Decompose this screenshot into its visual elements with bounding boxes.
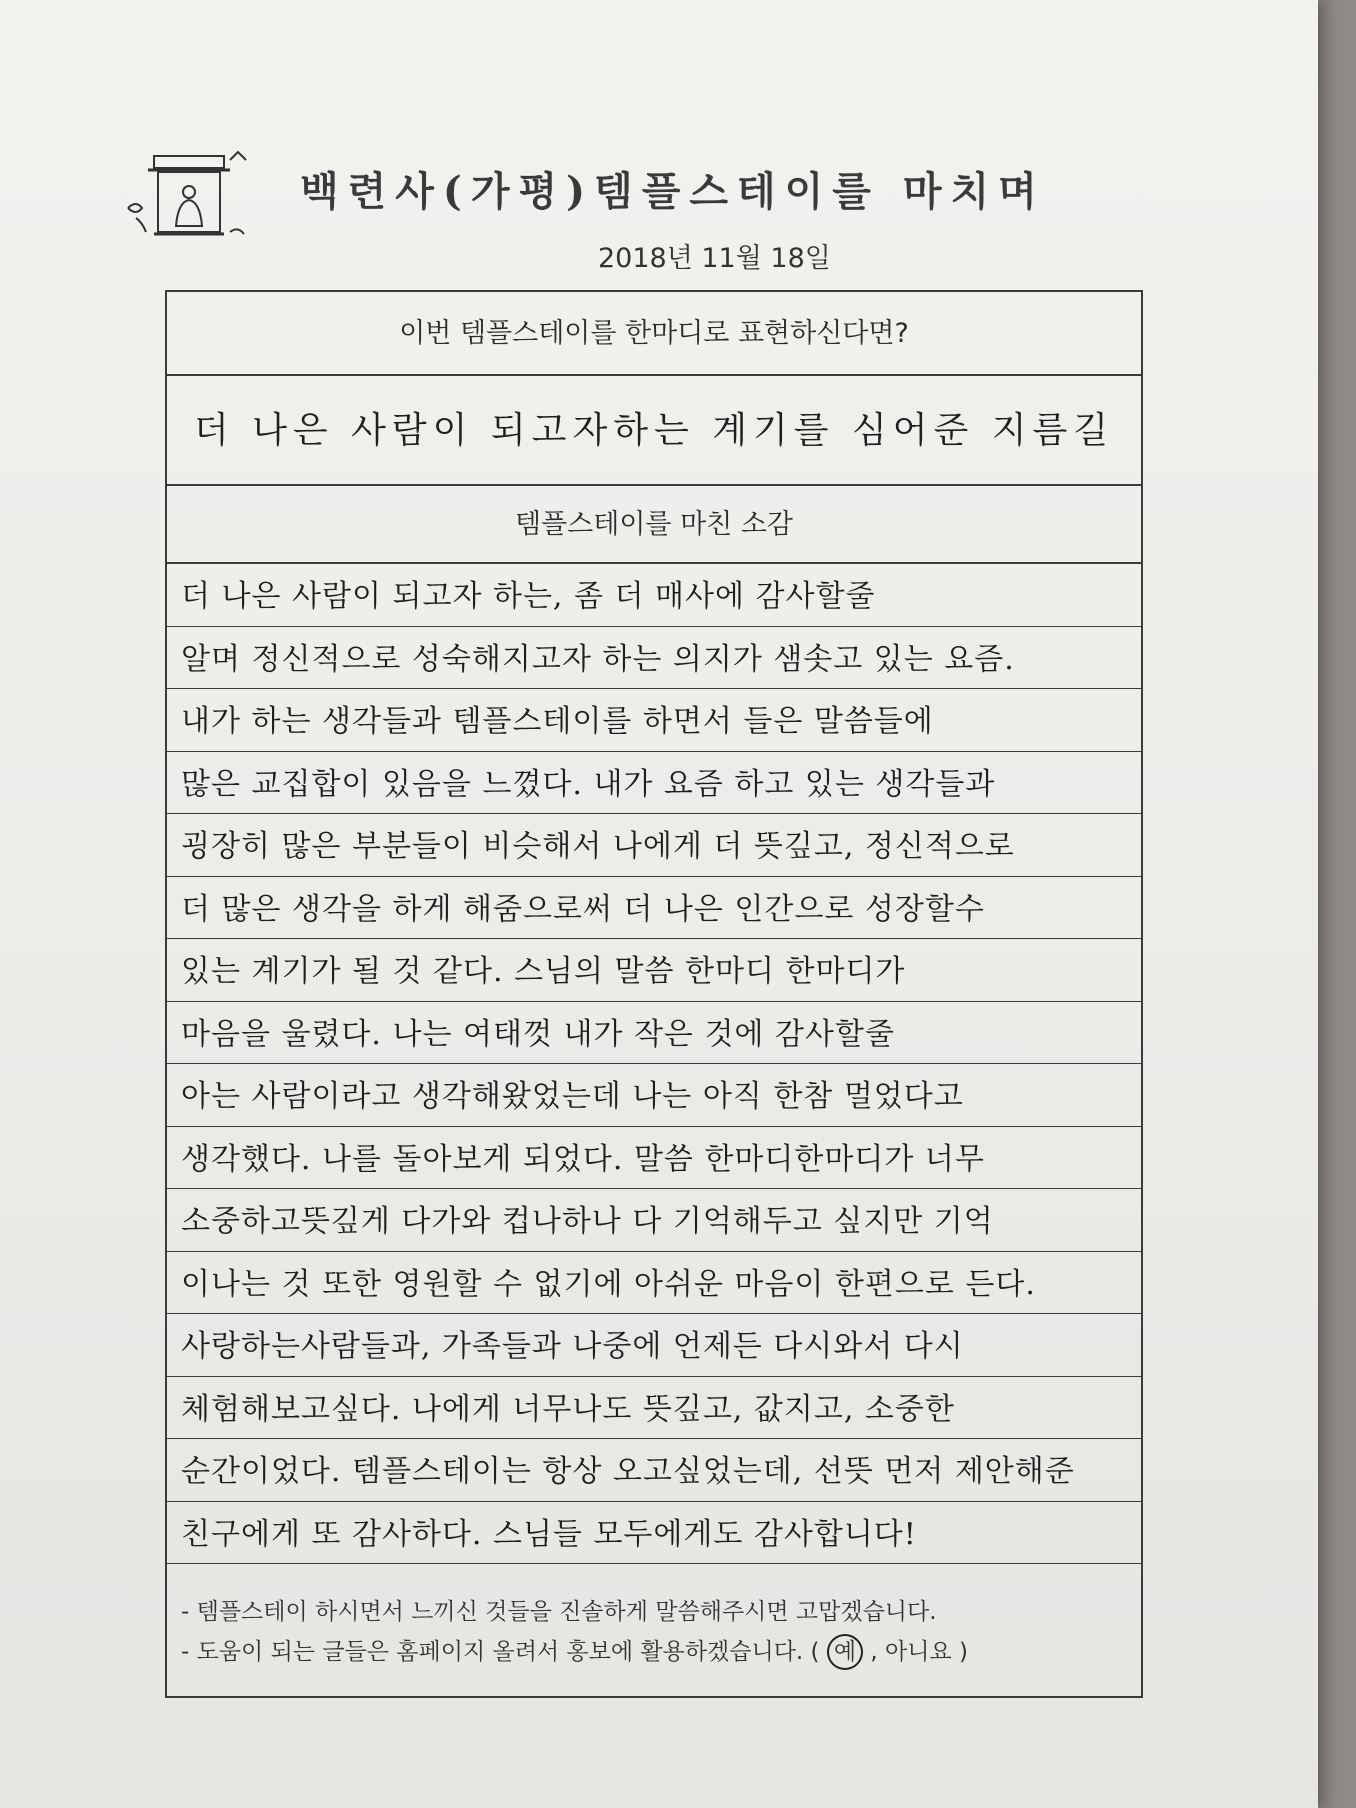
essay-line: 순간이었다. 템플스테이는 항상 오고싶었는데, 선뜻 먼저 제안해준: [167, 1439, 1141, 1502]
essay-line: 사랑하는사람들과, 가족들과 나중에 언제든 다시와서 다시: [167, 1314, 1141, 1377]
essay-line: 있는 계기가 될 것 같다. 스님의 말씀 한마디 한마디가: [167, 939, 1141, 1002]
page-title: 백련사(가평)템플스테이를 마치며: [300, 168, 1046, 215]
essay-line: 체험해보고싶다. 나에게 너무나도 뜻깊고, 값지고, 소중한: [167, 1377, 1141, 1440]
note-two-text: - 도움이 되는 글들은 홈페이지 올려서 홍보에 활용하겠습니다. (: [181, 1639, 820, 1665]
question-two: 템플스테이를 마친 소감: [167, 486, 1141, 564]
note-one: - 템플스테이 하시면서 느끼신 것들을 진솔하게 말씀해주시면 고맙겠습니다.: [181, 1599, 937, 1625]
temple-buddha-icon: [118, 148, 258, 258]
essay-line: 마음을 울렸다. 나는 여태껏 내가 작은 것에 감사할줄: [167, 1002, 1141, 1065]
essay-line: 더 많은 생각을 하게 해줌으로써 더 나은 인간으로 성장할수: [167, 877, 1141, 940]
answer-one: 더 나은 사람이 되고자하는 계기를 심어준 지름길: [167, 376, 1141, 486]
essay-lines: [167, 564, 1141, 1564]
essay-line: 더 나은 사람이 되고자 하는, 좀 더 매사에 감사할줄: [167, 564, 1141, 627]
form-notes: [181, 1592, 1131, 1672]
essay-line: 많은 교집합이 있음을 느꼈다. 내가 요즘 하고 있는 생각들과: [167, 752, 1141, 815]
option-no: , 아니요 ): [870, 1639, 968, 1665]
form-date: 2018년 11월 18일: [598, 243, 831, 274]
feedback-form: [165, 290, 1143, 1698]
essay-line: 이나는 것 또한 영원할 수 없기에 아쉬운 마음이 한편으로 든다.: [167, 1252, 1141, 1315]
question-one: 이번 템플스테이를 한마디로 표현하신다면?: [167, 292, 1141, 376]
note-two: [181, 1632, 1131, 1672]
essay-line: 생각했다. 나를 돌아보게 되었다. 말씀 한마디한마디가 너무: [167, 1127, 1141, 1190]
essay-line: 알며 정신적으로 성숙해지고자 하는 의지가 샘솟고 있는 요즘.: [167, 627, 1141, 690]
essay-line: 소중하고뜻깊게 다가와 컵나하나 다 기억해두고 싶지만 기억: [167, 1189, 1141, 1252]
essay-line: 아는 사람이라고 생각해왔었는데 나는 아직 한참 멀었다고: [167, 1064, 1141, 1127]
essay-line: 친구에게 또 감사하다. 스님들 모두에게도 감사합니다!: [167, 1502, 1141, 1565]
option-yes-circled: 예: [827, 1634, 863, 1670]
essay-line: 굉장히 많은 부분들이 비슷해서 나에게 더 뜻깊고, 정신적으로: [167, 814, 1141, 877]
essay-line: 내가 하는 생각들과 템플스테이를 하면서 들은 말씀들에: [167, 689, 1141, 752]
